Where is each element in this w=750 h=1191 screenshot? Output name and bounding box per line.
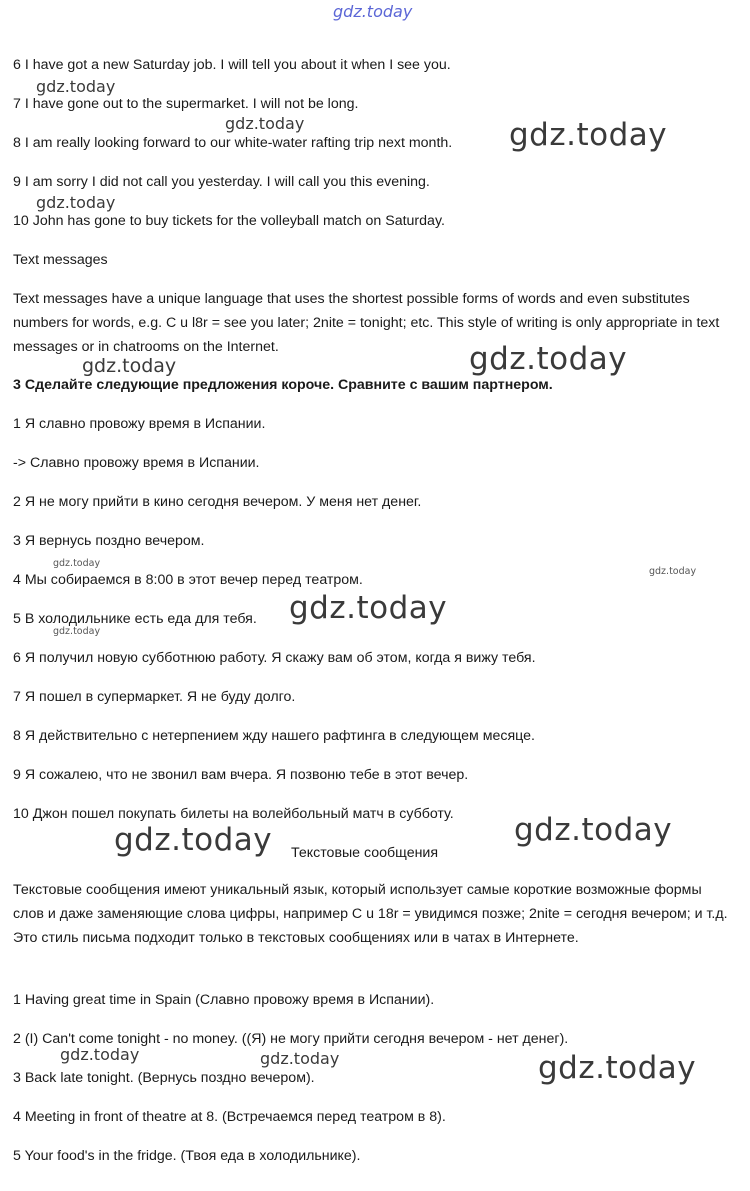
sentence-en-6: 6 I have got a new Saturday job. I will tell you about it when I see you. (13, 57, 451, 73)
watermark: gdz.today (514, 812, 673, 848)
watermark: gdz.today (260, 1049, 340, 1068)
ru-paragraph: Текстовые сообщения имеют уникальный язык, который использует самые короткие возможные формы слов и даже заменяющие слова цифры, например C u 18r = увидимся позже; 2nite = сегодня вечером; и т.д. Это стиль письма подходит только в текстовых сообщениях или в чатах в Интернете. (13, 882, 728, 946)
watermark: gdz.today (53, 558, 101, 569)
sentence-en-9: 9 I am sorry I did not call you yesterday. I will call you this evening. (13, 174, 430, 190)
sentence-en-8: 8 I am really looking forward to our white-water rafting trip next month. (13, 135, 453, 151)
watermark: gdz.today (469, 341, 628, 377)
answer-1: 1 Having great time in Spain (Славно провожу время в Испании). (13, 992, 435, 1008)
sentence-ru-5: 5 В холодильнике есть еда для тебя. (13, 611, 257, 627)
sentence-ru-7: 7 Я пошел в супермаркет. Я не буду долго. (13, 689, 296, 705)
sentence-ru-6: 6 Я получил новую субботнюю работу. Я скажу вам об этом, когда я вижу тебя. (13, 650, 536, 666)
watermark: gdz.today (509, 117, 668, 153)
watermark: gdz.today (538, 1050, 697, 1086)
sentence-ru-1: 1 Я славно провожу время в Испании. (13, 416, 266, 432)
sentence-en-10: 10 John has gone to buy tickets for the volleyball match on Saturday. (13, 213, 445, 229)
answer-3: 3 Back late tonight. (Вернусь поздно вечером). (13, 1070, 315, 1086)
sentence-ru-4: 4 Мы собираемся в 8:00 в этот вечер перед театром. (13, 572, 363, 588)
sentence-ru-3: 3 Я вернусь поздно вечером. (13, 533, 205, 549)
answer-2: 2 (I) Can't come tonight - no money. ((Я) не могу прийти сегодня вечером - нет денег). (13, 1031, 569, 1047)
task-heading: 3 Сделайте следующие предложения короче. Сравните с вашим партнером. (13, 377, 553, 393)
answer-4: 4 Meeting in front of theatre at 8. (Встречаемся перед театром в 8). (13, 1109, 446, 1125)
ru-heading: Текстовые сообщения (291, 845, 439, 861)
text-messages-heading: Text messages (13, 252, 108, 268)
watermark: gdz.today (36, 193, 116, 212)
text-messages-paragraph: Text messages have a unique language that uses the shortest possible forms of words and even substitutes numbers for words, e.g. C u l8r = see you later; 2nite = tonight; etc. This style of writing is only appropriate in text messages or in chatrooms on the Internet. (13, 291, 720, 355)
answer-5: 5 Your food's in the fridge. (Твоя еда в холодильнике). (13, 1148, 361, 1164)
watermark: gdz.today (114, 822, 273, 858)
watermark-top: gdz.today (333, 2, 413, 21)
sentence-ru-2: 2 Я не могу прийти в кино сегодня вечером. У меня нет денег. (13, 494, 422, 510)
sentence-ru-1-short: -> Славно провожу время в Испании. (13, 455, 260, 471)
watermark: gdz.today (60, 1045, 140, 1064)
sentence-ru-9: 9 Я сожалею, что не звонил вам вчера. Я позвоню тебе в этот вечер. (13, 767, 469, 783)
watermark: gdz.today (289, 590, 448, 626)
watermark: gdz.today (53, 626, 101, 637)
sentence-en-7: 7 I have gone out to the supermarket. I will not be long. (13, 96, 359, 112)
sentence-ru-8: 8 Я действительно с нетерпением жду нашего рафтинга в следующем месяце. (13, 728, 535, 744)
watermark: gdz.today (36, 77, 116, 96)
watermark: gdz.today (649, 566, 697, 577)
sentence-ru-10: 10 Джон пошел покупать билеты на волейбольный матч в субботу. (13, 806, 454, 822)
watermark: gdz.today (225, 114, 305, 133)
watermark: gdz.today (82, 355, 177, 377)
